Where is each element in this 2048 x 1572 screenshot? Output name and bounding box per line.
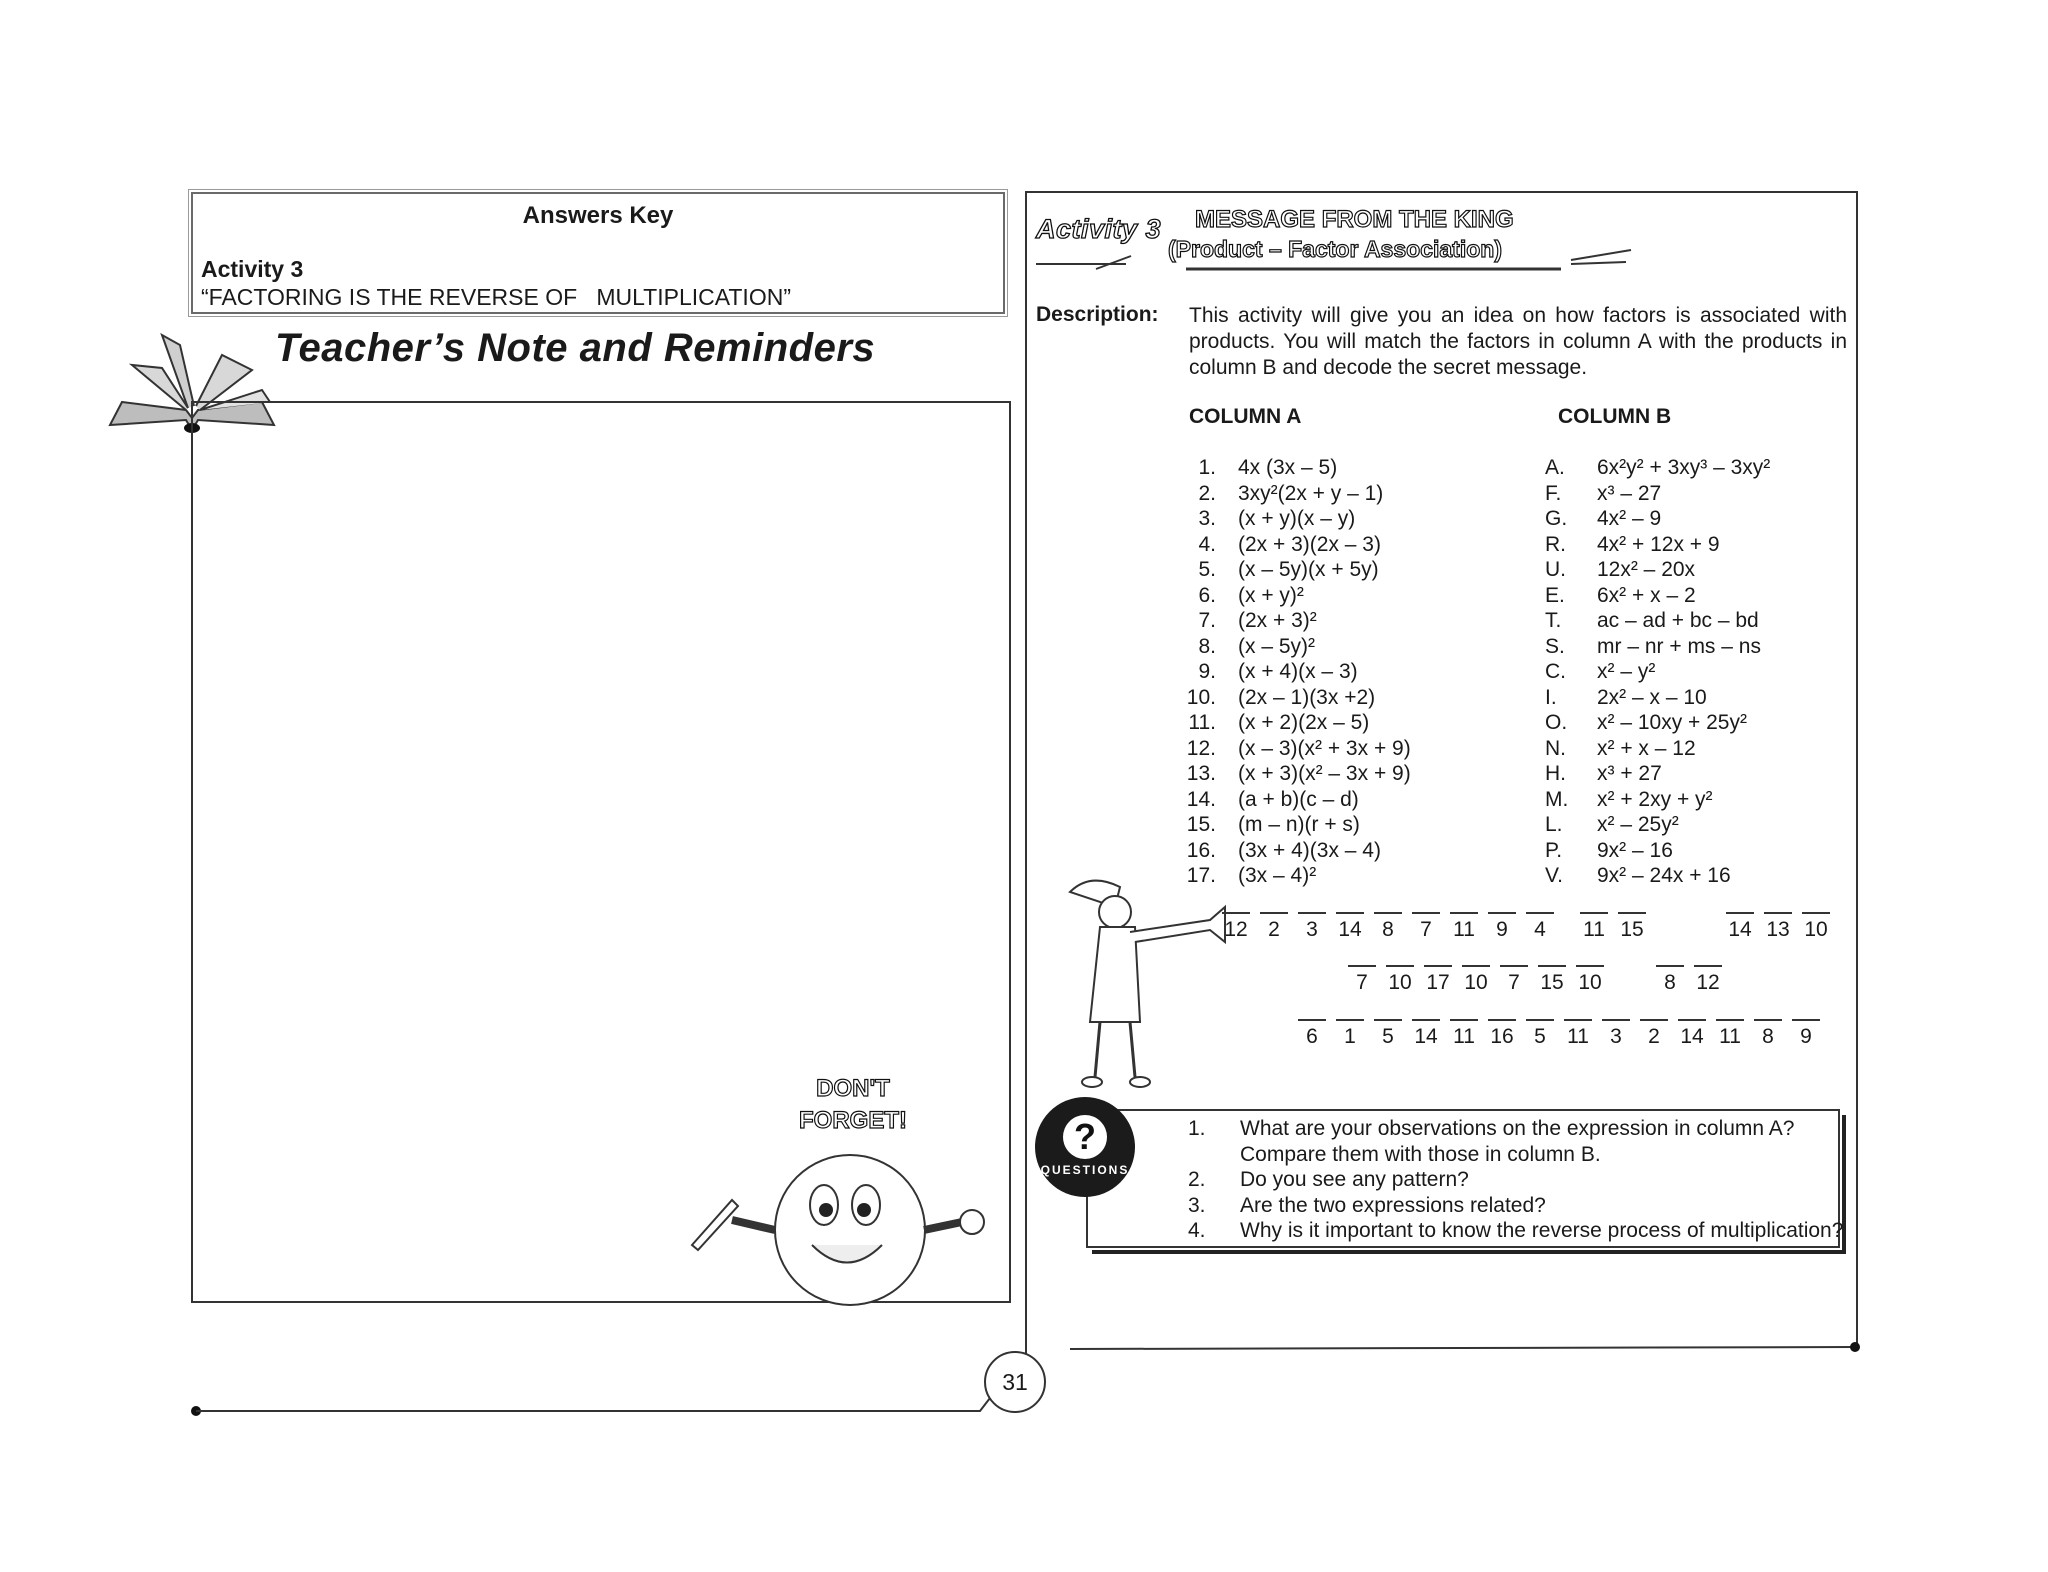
question-text: What are your observations on the expression in column A? bbox=[1240, 1117, 1795, 1140]
item-letter: F. bbox=[1545, 481, 1562, 505]
code-blank[interactable]: 11 bbox=[1450, 912, 1478, 942]
question-text: Do you see any pattern? bbox=[1240, 1168, 1469, 1191]
code-word bbox=[1726, 912, 1840, 942]
column-b-item bbox=[1545, 532, 1720, 557]
product-expression: 2x² – x – 10 bbox=[1597, 685, 1707, 709]
factor-expression: (2x – 1)(3x +2) bbox=[1238, 685, 1376, 709]
factor-expression: (x + y)(x – y) bbox=[1238, 507, 1356, 530]
product-expression: 4x² – 9 bbox=[1597, 507, 1662, 530]
question-text: Are the two expressions related? bbox=[1240, 1193, 1546, 1217]
code-word bbox=[1580, 912, 1656, 942]
column-b-item bbox=[1545, 608, 1759, 633]
code-blank[interactable]: 10 bbox=[1386, 965, 1414, 995]
code-blank[interactable]: 4 bbox=[1526, 912, 1554, 942]
item-number: 11. bbox=[1188, 711, 1216, 734]
column-b-item bbox=[1545, 685, 1707, 710]
right-page-frame-left bbox=[1025, 191, 1027, 1354]
factor-expression: (2x + 3)(2x – 3) bbox=[1238, 532, 1381, 556]
questions-badge-label: QUESTIONS bbox=[1040, 1163, 1130, 1177]
questions-badge bbox=[1035, 1097, 1135, 1197]
product-expression: ac – ad + bc – bd bbox=[1597, 609, 1759, 632]
product-expression: 12x² – 20x bbox=[1597, 558, 1696, 581]
column-b-item bbox=[1545, 634, 1761, 659]
code-blank[interactable]: 11 bbox=[1580, 912, 1608, 942]
column-b-item bbox=[1545, 506, 1662, 531]
column-a-item bbox=[1160, 532, 1381, 557]
column-a-item bbox=[1160, 710, 1370, 735]
column-a-item bbox=[1160, 634, 1316, 659]
code-blank[interactable]: 2 bbox=[1640, 1019, 1668, 1049]
code-blank[interactable]: 14 bbox=[1412, 1019, 1440, 1049]
code-blank[interactable]: 10 bbox=[1802, 912, 1830, 942]
item-letter: H. bbox=[1545, 762, 1566, 785]
code-word bbox=[1656, 965, 1732, 995]
answers-key-box bbox=[191, 192, 1005, 314]
item-number: 17. bbox=[1186, 864, 1216, 887]
item-letter: S. bbox=[1545, 634, 1565, 658]
code-blank[interactable]: 11 bbox=[1450, 1019, 1478, 1049]
code-blank[interactable]: 7 bbox=[1348, 965, 1376, 995]
activity-title: MESSAGE FROM THE KING bbox=[1195, 206, 1514, 233]
code-blank[interactable]: 8 bbox=[1754, 1019, 1782, 1049]
column-a-item bbox=[1160, 812, 1360, 837]
column-b-item bbox=[1545, 838, 1673, 863]
column-a-item bbox=[1160, 557, 1379, 582]
column-a-item bbox=[1160, 455, 1338, 480]
column-a-item bbox=[1160, 838, 1381, 863]
code-blank[interactable]: 7 bbox=[1412, 912, 1440, 942]
product-expression: mr – nr + ms – ns bbox=[1597, 634, 1761, 658]
item-letter: A. bbox=[1545, 456, 1565, 479]
code-word bbox=[1222, 912, 1564, 942]
product-expression: 4x² + 12x + 9 bbox=[1597, 532, 1720, 556]
question-number: 1. bbox=[1188, 1117, 1206, 1140]
column-a-item bbox=[1160, 608, 1317, 633]
item-number: 12. bbox=[1186, 736, 1216, 760]
code-blank[interactable]: 6 bbox=[1298, 1019, 1326, 1049]
column-a-header: COLUMN A bbox=[1189, 405, 1302, 428]
code-blank[interactable]: 5 bbox=[1526, 1019, 1554, 1049]
factor-expression: (x + 2)(2x – 5) bbox=[1238, 711, 1370, 734]
column-a-item bbox=[1160, 787, 1359, 812]
page-number: 31 bbox=[1002, 1369, 1028, 1395]
question-number: 3. bbox=[1188, 1193, 1206, 1217]
code-blank[interactable]: 17 bbox=[1424, 965, 1452, 995]
item-letter: I. bbox=[1545, 685, 1557, 709]
description-label: Description: bbox=[1036, 303, 1159, 326]
item-number: 1. bbox=[1198, 456, 1216, 479]
code-blank[interactable]: 10 bbox=[1576, 965, 1604, 995]
product-expression: x³ – 27 bbox=[1597, 481, 1662, 505]
code-blank[interactable]: 3 bbox=[1298, 912, 1326, 942]
factor-expression: (x – 3)(x² + 3x + 9) bbox=[1238, 736, 1411, 760]
code-blank[interactable]: 9 bbox=[1488, 912, 1516, 942]
item-number: 2. bbox=[1198, 481, 1216, 505]
code-blank[interactable]: 12 bbox=[1694, 965, 1722, 995]
item-number: 6. bbox=[1198, 583, 1216, 607]
question-number: 2. bbox=[1188, 1168, 1206, 1191]
item-number: 5. bbox=[1198, 558, 1216, 581]
right-page-bottom-line bbox=[1040, 1335, 1870, 1365]
product-expression: 9x² – 24x + 16 bbox=[1597, 864, 1731, 887]
code-blank[interactable]: 14 bbox=[1336, 912, 1364, 942]
factor-expression: (m – n)(r + s) bbox=[1238, 813, 1360, 836]
item-letter: M. bbox=[1545, 787, 1569, 811]
code-blank[interactable]: 5 bbox=[1374, 1019, 1402, 1049]
dont-forget-badge: DON'T FORGET! bbox=[799, 1075, 907, 1134]
factor-expression: (x + y)² bbox=[1238, 583, 1304, 607]
code-word bbox=[1298, 1019, 1830, 1049]
right-page-frame-right bbox=[1856, 191, 1858, 1347]
code-word bbox=[1348, 965, 1614, 995]
product-expression: x² – y² bbox=[1597, 660, 1656, 683]
item-number: 15. bbox=[1186, 813, 1216, 836]
product-expression: x³ + 27 bbox=[1597, 762, 1662, 785]
item-letter: E. bbox=[1545, 583, 1565, 607]
column-a-item bbox=[1160, 583, 1304, 608]
product-expression: 6x² + x – 2 bbox=[1597, 583, 1696, 607]
column-b-item bbox=[1545, 710, 1747, 735]
factor-expression: (3x + 4)(3x – 4) bbox=[1238, 838, 1381, 862]
item-letter: C. bbox=[1545, 660, 1566, 683]
answers-key-activity: Activity 3 bbox=[201, 256, 304, 282]
code-blank[interactable]: 8 bbox=[1374, 912, 1402, 942]
column-a-item bbox=[1160, 506, 1356, 531]
code-blank[interactable]: 15 bbox=[1538, 965, 1566, 995]
item-letter: O. bbox=[1545, 711, 1568, 734]
code-blank[interactable]: 2 bbox=[1260, 912, 1288, 942]
factor-expression: (x + 3)(x² – 3x + 9) bbox=[1238, 762, 1411, 785]
herald-trumpeter-icon bbox=[1040, 872, 1230, 1097]
code-blank[interactable]: 14 bbox=[1678, 1019, 1706, 1049]
item-letter: U. bbox=[1545, 558, 1566, 581]
item-number: 4. bbox=[1198, 532, 1216, 556]
column-b-item bbox=[1545, 557, 1696, 582]
code-blank[interactable]: 10 bbox=[1462, 965, 1490, 995]
activity-label: Activity 3 bbox=[1036, 214, 1162, 244]
code-blank[interactable]: 7 bbox=[1500, 965, 1528, 995]
column-a-item bbox=[1160, 481, 1384, 506]
column-b-item bbox=[1545, 481, 1662, 506]
product-expression: x² + 2xy + y² bbox=[1597, 787, 1713, 811]
item-number: 3. bbox=[1198, 507, 1216, 530]
product-expression: x² – 10xy + 25y² bbox=[1597, 711, 1747, 734]
product-expression: x² + x – 12 bbox=[1597, 736, 1696, 760]
answers-key-title: Answers Key bbox=[522, 202, 674, 229]
column-b-item bbox=[1545, 863, 1731, 888]
item-letter: V. bbox=[1545, 864, 1563, 887]
question-number: 4. bbox=[1188, 1219, 1206, 1242]
right-page-frame bbox=[1025, 191, 1858, 193]
column-b-header: COLUMN B bbox=[1558, 405, 1672, 428]
factor-expression: 3xy²(2x + y – 1) bbox=[1238, 481, 1384, 505]
item-letter: N. bbox=[1545, 736, 1566, 760]
page-bottom-line bbox=[190, 1343, 1040, 1423]
item-number: 16. bbox=[1186, 838, 1216, 862]
code-blank[interactable]: 11 bbox=[1716, 1019, 1744, 1049]
item-letter: P. bbox=[1545, 838, 1563, 862]
item-number: 7. bbox=[1198, 609, 1216, 632]
code-blank[interactable]: 9 bbox=[1792, 1019, 1820, 1049]
item-letter: G. bbox=[1545, 507, 1568, 530]
column-b-item bbox=[1545, 787, 1713, 812]
code-blank[interactable]: 15 bbox=[1618, 912, 1646, 942]
column-a-item bbox=[1160, 685, 1376, 710]
factor-expression: (x – 5y)² bbox=[1238, 634, 1316, 658]
item-number: 10. bbox=[1186, 685, 1216, 709]
factor-expression: (x – 5y)(x + 5y) bbox=[1238, 558, 1379, 581]
code-blank[interactable]: 13 bbox=[1764, 912, 1792, 942]
column-b-item bbox=[1545, 761, 1662, 786]
item-number: 9. bbox=[1198, 660, 1216, 683]
code-blank[interactable]: 8 bbox=[1656, 965, 1684, 995]
question-text: Why is it important to know the reverse process of multiplication? bbox=[1240, 1219, 1844, 1242]
factor-expression: (2x + 3)² bbox=[1238, 609, 1317, 632]
item-number: 14. bbox=[1186, 787, 1216, 811]
code-blank[interactable]: 1 bbox=[1336, 1019, 1364, 1049]
product-expression: 9x² – 16 bbox=[1597, 838, 1673, 862]
item-letter: L. bbox=[1545, 813, 1563, 836]
item-number: 8. bbox=[1198, 634, 1216, 658]
item-letter: R. bbox=[1545, 532, 1566, 556]
factor-expression: (a + b)(c – d) bbox=[1238, 787, 1359, 811]
column-a-item bbox=[1160, 761, 1411, 786]
question-text-continued: Compare them with those in column B. bbox=[1240, 1142, 1601, 1166]
smiley-mascot-icon bbox=[672, 1150, 1012, 1310]
column-b-item bbox=[1545, 736, 1696, 761]
column-b-item bbox=[1545, 455, 1771, 480]
question-mark-icon: ? bbox=[1063, 1115, 1107, 1159]
code-blank[interactable]: 12 bbox=[1222, 912, 1250, 942]
description-text: This activity will give you an idea on how factors is associated with products. You will match the factors in column A with the products in column B and decode the secret message. bbox=[1189, 304, 1847, 379]
product-expression: x² – 25y² bbox=[1597, 813, 1679, 836]
factor-expression: (x + 4)(x – 3) bbox=[1238, 660, 1358, 683]
factor-expression: (3x – 4)² bbox=[1238, 864, 1317, 887]
item-letter: T. bbox=[1545, 609, 1562, 632]
factor-expression: 4x (3x – 5) bbox=[1238, 456, 1338, 479]
answers-key-answer: “FACTORING IS THE REVERSE OF MULTIPLICATION” bbox=[201, 284, 791, 310]
activity-subtitle: (Product – Factor Association) bbox=[1168, 236, 1502, 262]
column-a-item bbox=[1160, 736, 1411, 761]
column-b-item bbox=[1545, 659, 1656, 684]
product-expression: 6x²y² + 3xy³ – 3xy² bbox=[1597, 456, 1771, 479]
column-a-item bbox=[1160, 659, 1358, 684]
column-b-item bbox=[1545, 583, 1696, 608]
item-number: 13. bbox=[1186, 762, 1216, 785]
teacher-note-title: Teacher’s Note and Reminders bbox=[275, 326, 876, 370]
code-blank[interactable]: 3 bbox=[1602, 1019, 1630, 1049]
column-b-item bbox=[1545, 812, 1679, 837]
code-blank[interactable]: 14 bbox=[1726, 912, 1754, 942]
code-blank[interactable]: 11 bbox=[1564, 1019, 1592, 1049]
code-blank[interactable]: 16 bbox=[1488, 1019, 1516, 1049]
